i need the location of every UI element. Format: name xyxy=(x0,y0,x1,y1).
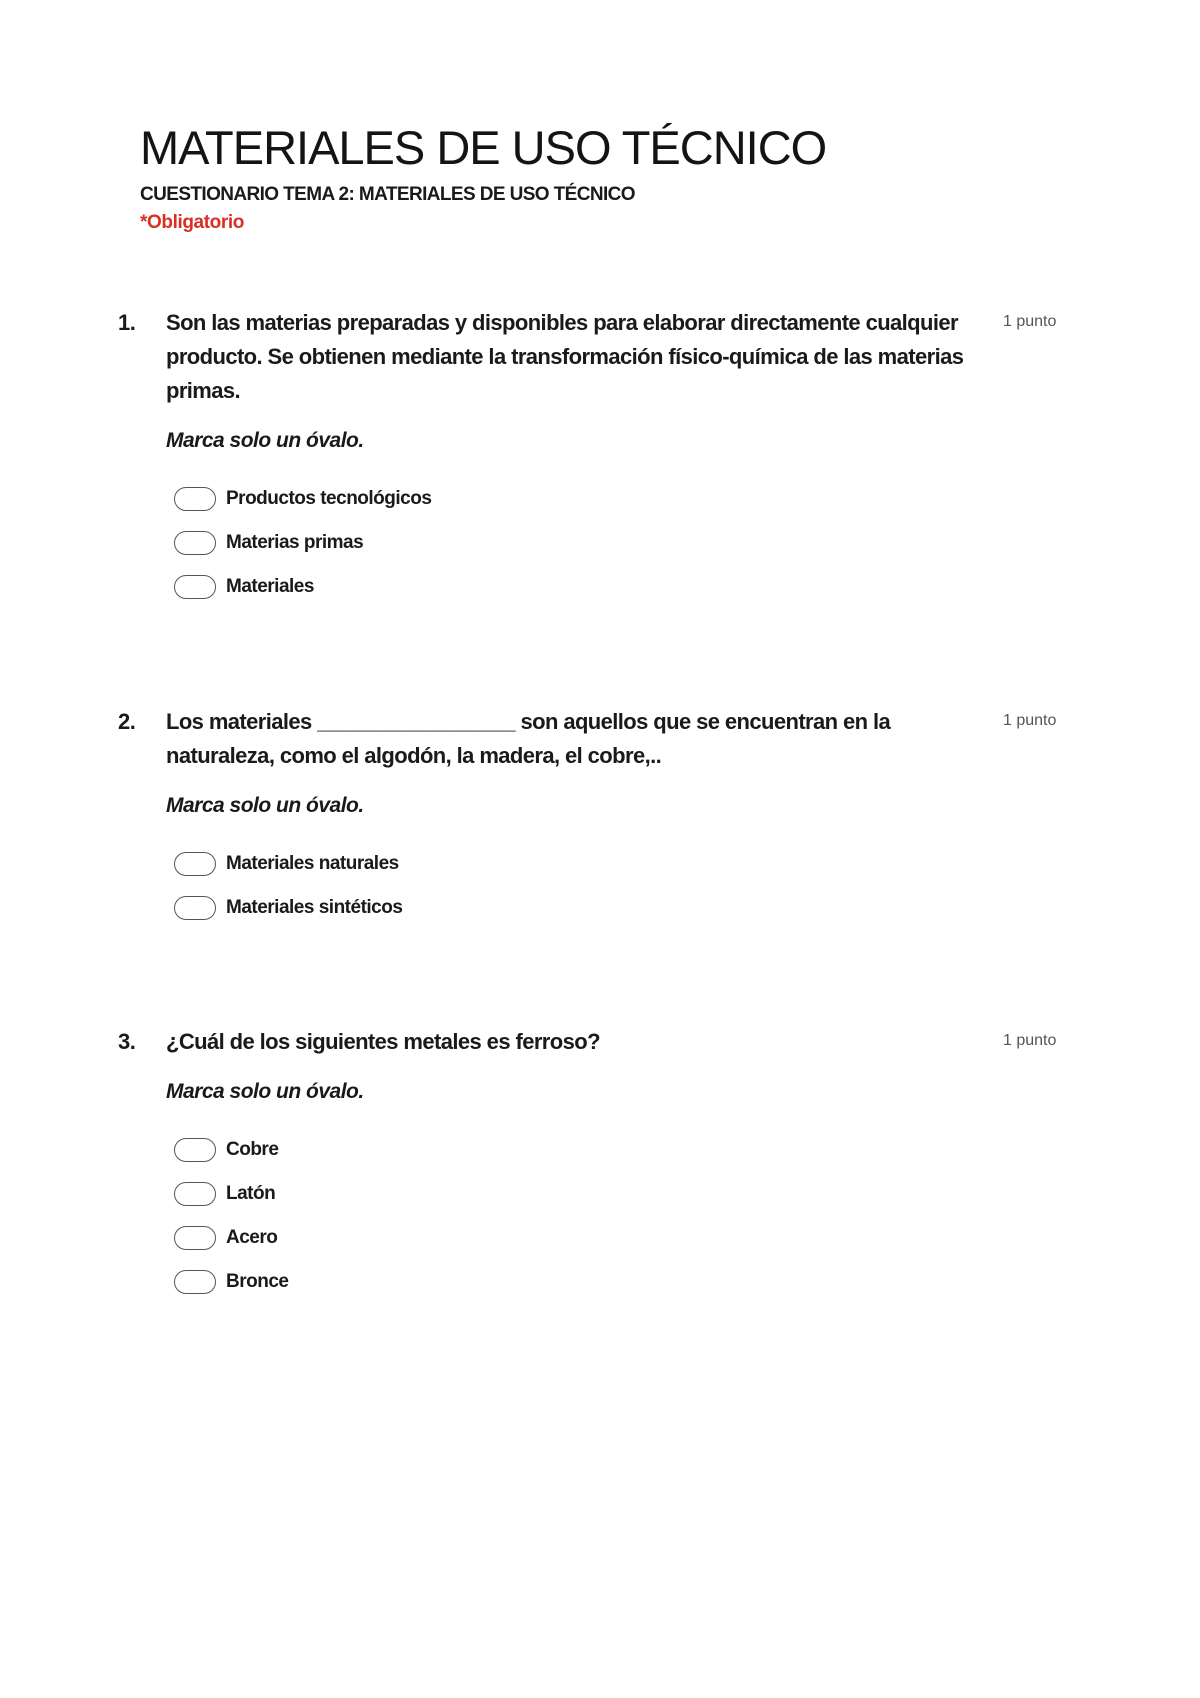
radio-oval[interactable] xyxy=(174,1138,216,1162)
required-note: *Obligatorio xyxy=(140,212,244,233)
radio-oval[interactable] xyxy=(174,896,216,920)
radio-oval[interactable] xyxy=(174,575,216,599)
question-points: 1 punto xyxy=(1003,712,1057,729)
form-header xyxy=(140,120,1100,234)
question-text: Son las materias preparadas y disponibles para elaborar directamente cualquier producto. Se obtienen mediante la transformación físico-química de las materias primas. xyxy=(166,310,964,403)
radio-oval[interactable] xyxy=(174,1226,216,1250)
question-points: 1 punto xyxy=(1003,313,1057,330)
option-label: Productos tecnológicos xyxy=(226,488,432,509)
question-number: 3. xyxy=(118,1029,136,1054)
question-instruction: Marca solo un óvalo. xyxy=(166,794,364,817)
option-label: Bronce xyxy=(226,1271,289,1292)
option-list xyxy=(166,1128,996,1304)
option-label: Materiales naturales xyxy=(226,853,399,874)
option-label: Cobre xyxy=(226,1139,279,1160)
option-item[interactable] xyxy=(174,842,996,886)
radio-oval[interactable] xyxy=(174,852,216,876)
radio-oval[interactable] xyxy=(174,1182,216,1206)
option-label: Latón xyxy=(226,1183,276,1204)
option-item[interactable] xyxy=(174,565,996,609)
question-instruction: Marca solo un óvalo. xyxy=(166,429,364,452)
option-label: Materiales sintéticos xyxy=(226,897,403,918)
option-list xyxy=(166,842,996,930)
question-text: Los materiales _________________ son aquellos que se encuentran en la naturaleza, como el algodón, la madera, el cobre,.. xyxy=(166,709,891,768)
option-item[interactable] xyxy=(174,1216,996,1260)
question-instruction: Marca solo un óvalo. xyxy=(166,1080,364,1103)
radio-oval[interactable] xyxy=(174,531,216,555)
option-item[interactable] xyxy=(174,477,996,521)
option-item[interactable] xyxy=(174,886,996,930)
option-item[interactable] xyxy=(174,521,996,565)
question-text: ¿Cuál de los siguientes metales es ferroso? xyxy=(166,1029,600,1054)
question-body xyxy=(166,306,996,625)
option-label: Acero xyxy=(226,1227,278,1248)
radio-oval[interactable] xyxy=(174,487,216,511)
question-body xyxy=(166,705,996,946)
question-number: 1. xyxy=(118,310,136,335)
option-label: Materias primas xyxy=(226,532,364,553)
option-item[interactable] xyxy=(174,1260,996,1304)
option-item[interactable] xyxy=(174,1128,996,1172)
option-label: Materiales xyxy=(226,576,314,597)
radio-oval[interactable] xyxy=(174,1270,216,1294)
option-list xyxy=(166,477,996,609)
question-number: 2. xyxy=(118,709,136,734)
option-item[interactable] xyxy=(174,1172,996,1216)
question-points: 1 punto xyxy=(1003,1032,1057,1049)
form-subtitle: CUESTIONARIO TEMA 2: MATERIALES DE USO TÉCNICO xyxy=(140,184,635,205)
question-body xyxy=(166,1025,996,1320)
form-title: MATERIALES DE USO TÉCNICO xyxy=(140,121,827,174)
